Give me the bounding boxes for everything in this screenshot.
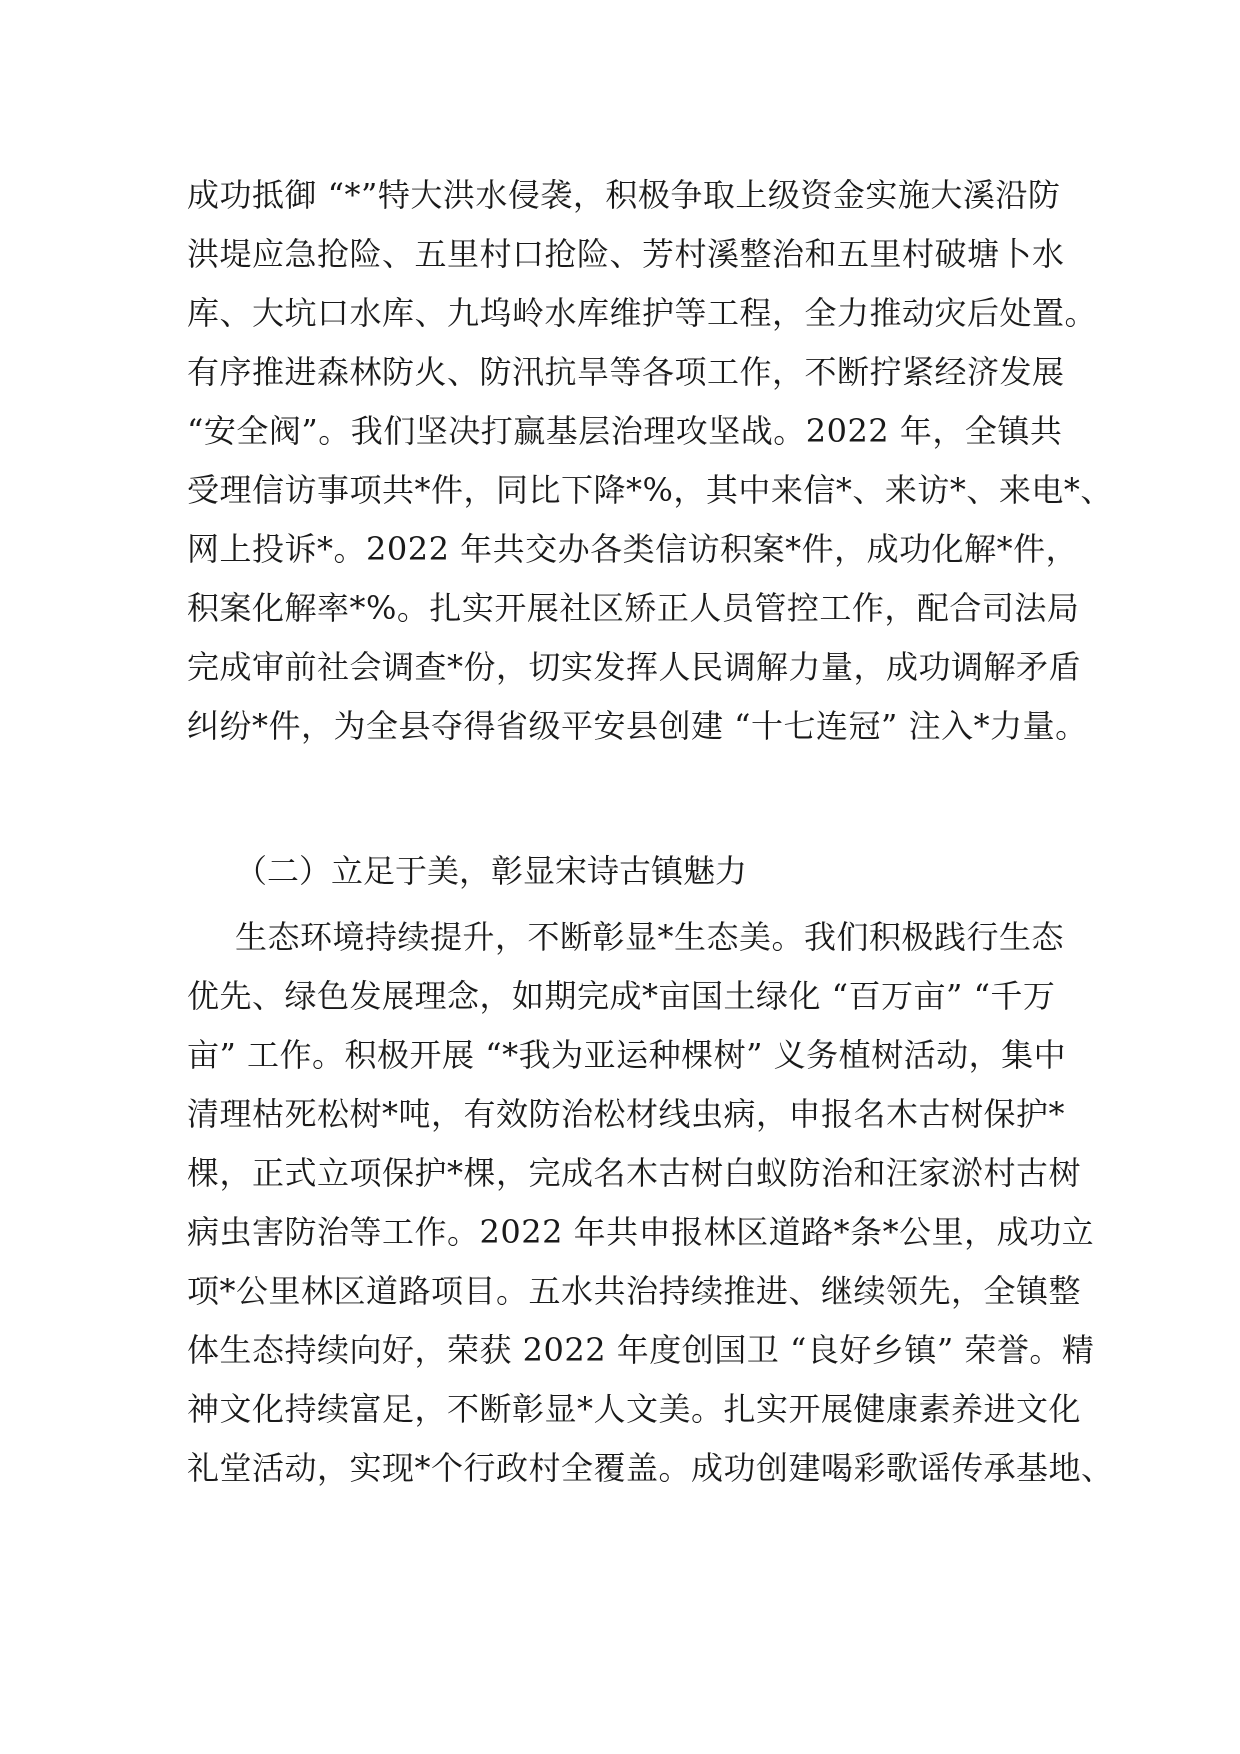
paragraph-line: 棵，正式立项保护*棵，完成名木古树白蚁防治和汪家淤村古树: [187, 1154, 1082, 1192]
paragraph-line: 纠纷*件，为全县夺得省级平安县创建 “十七连冠” 注入*力量。: [187, 707, 1088, 745]
paragraph-line: 有序推进森林防火、防汛抗旱等各项工作，不断拧紧经济发展: [187, 353, 1065, 391]
paragraph-line: 网上投诉*。2022 年共交办各类信访积案*件，成功化解*件，: [187, 530, 1079, 568]
paragraph-line: 生态环境持续提升，不断彰显*生态美。我们积极践行生态: [235, 918, 1065, 956]
paragraph-line: 体生态持续向好，荣获 2022 年度创国卫 “良好乡镇” 荣誉。精: [187, 1331, 1095, 1369]
paragraph-line: 库、大坑口水库、九坞岭水库维护等工程，全力推动灾后处置。: [187, 294, 1098, 332]
paragraph-line: 成功抵御 “*”特大洪水侵袭，积极争取上级资金实施大溪沿防: [187, 176, 1061, 214]
paragraph-line: 受理信访事项共*件，同比下降*%，其中来信*、来访*、来电*、: [187, 471, 1113, 509]
paragraph-line: 清理枯死松树*吨，有效防治松材线虫病，申报名木古树保护*: [187, 1095, 1066, 1133]
paragraph-line: 亩” 工作。积极开展 “*我为亚运种棵树” 义务植树活动，集中: [187, 1036, 1067, 1074]
paragraph-line: 项*公里林区道路项目。五水共治持续推进、继续领先，全镇整: [187, 1272, 1082, 1310]
paragraph-line: 优先、绿色发展理念，如期完成*亩国土绿化 “百万亩” “千万: [187, 977, 1056, 1015]
paragraph-line: 礼堂活动，实现*个行政村全覆盖。成功创建喝彩歌谣传承基地、: [187, 1449, 1114, 1487]
paragraph-line: 神文化持续富足，不断彰显*人文美。扎实开展健康素养进文化: [187, 1390, 1082, 1428]
paragraph-line: 病虫害防治等工作。2022 年共申报林区道路*条*公里，成功立: [187, 1213, 1095, 1251]
section-heading: （二）立足于美，彰显宋诗古镇魅力: [235, 852, 748, 890]
paragraph-line: 洪堤应急抢险、五里村口抢险、芳村溪整治和五里村破塘卜水: [187, 235, 1065, 273]
paragraph-line: 完成审前社会调查*份，切实发挥人民调解力量，成功调解矛盾: [187, 648, 1082, 686]
paragraph-line: “安全阀”。我们坚决打赢基层治理攻坚战。2022 年，全镇共: [187, 412, 1063, 450]
paragraph-line: 积案化解率*%。扎实开展社区矫正人员管控工作，配合司法局: [187, 589, 1080, 627]
